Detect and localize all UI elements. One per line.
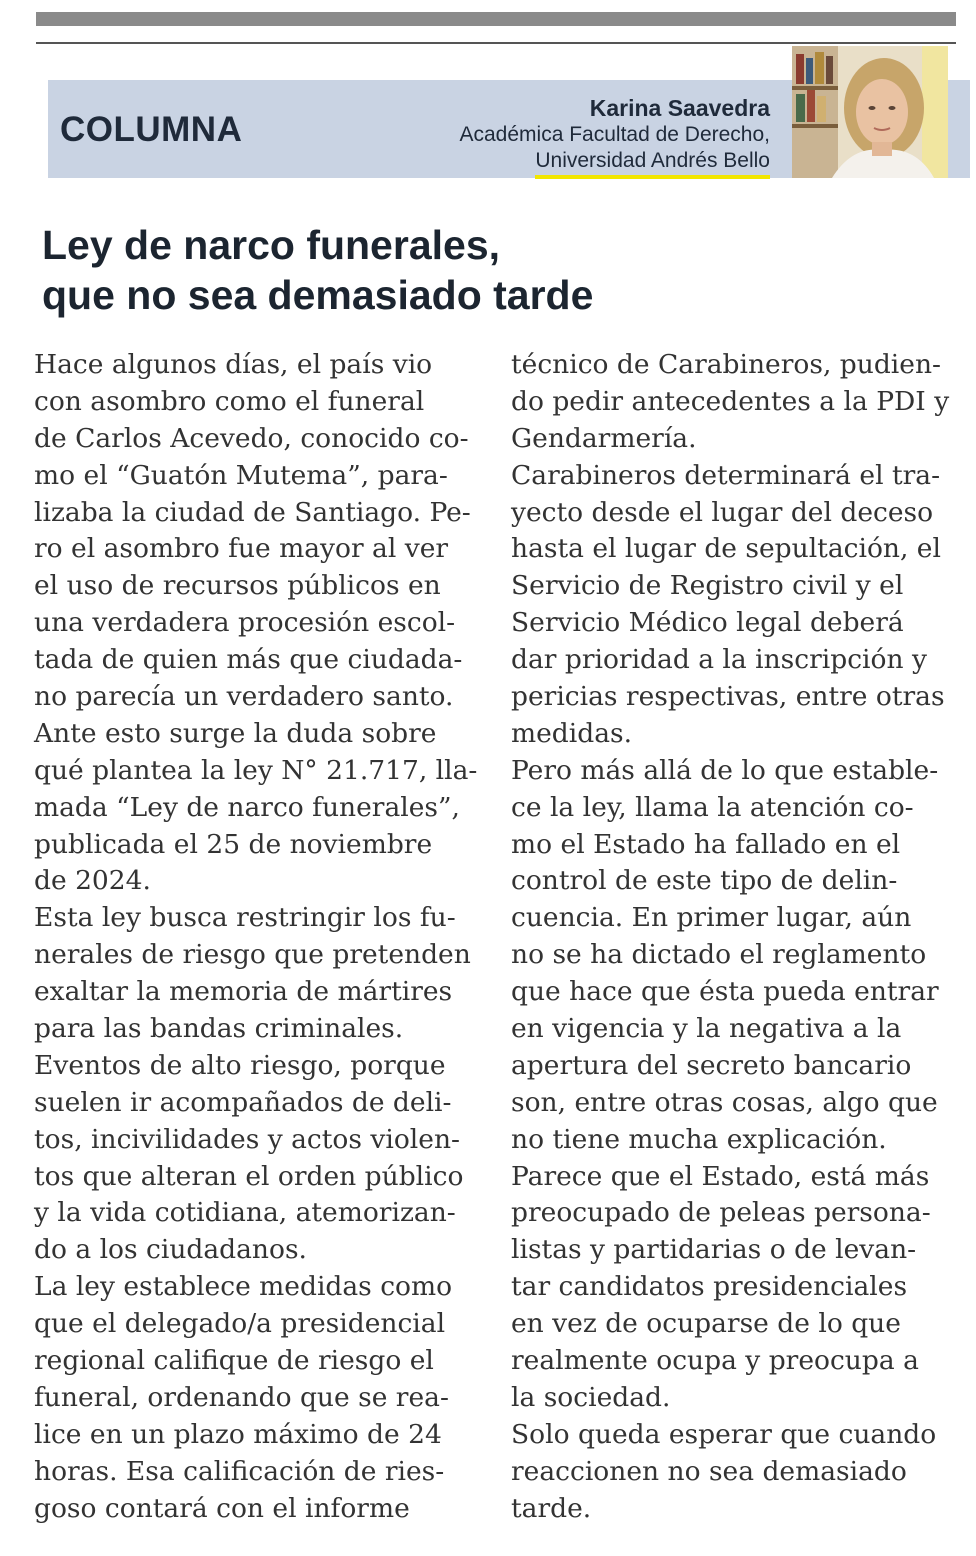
body-line: reaccionen no sea demasiado: [511, 1455, 907, 1487]
body-line: qué plantea la ley N° 21.717, lla-: [34, 754, 478, 786]
body-line: nerales de riesgo que pretenden: [34, 939, 471, 971]
body-line: tos que alteran el orden público: [34, 1160, 464, 1192]
section-label: COLUMNA: [60, 110, 243, 149]
body-column-right: [511, 347, 956, 1528]
body-line: son, entre otras cosas, algo que: [511, 1086, 938, 1118]
body-line: para las bandas criminales.: [34, 1013, 404, 1045]
body-line: yecto desde el lugar del deceso: [511, 496, 934, 528]
body-line: listas y partidarias o de levan-: [511, 1234, 917, 1266]
body-line: la sociedad.: [511, 1381, 671, 1413]
body-line: de Carlos Acevedo, conocido co-: [34, 422, 469, 454]
body-line: Servicio de Registro civil y el: [511, 570, 904, 602]
body-line: Carabineros determinará el tra-: [511, 459, 941, 491]
body-line: tar candidatos presidenciales: [511, 1271, 908, 1303]
body-line: con asombro como el funeral: [34, 385, 425, 417]
body-line: Parece que el Estado, está más: [511, 1160, 930, 1192]
author-role: Académica Facultad de Derecho,: [459, 123, 770, 146]
body-line: el uso de recursos públicos en: [34, 570, 441, 602]
author-name: Karina Saavedra: [589, 95, 770, 121]
body-line: Hace algunos días, el país vio: [34, 349, 433, 380]
body-line: Pero más allá de lo que estable-: [511, 754, 939, 786]
body-line: funeral, ordenando que se rea-: [34, 1381, 449, 1413]
body-line: tarde.: [511, 1492, 592, 1524]
body-line: una verdadera procesión escol-: [34, 607, 456, 639]
body-line: dar prioridad a la inscripción y: [511, 644, 927, 676]
body-line: mo el “Guatón Mutema”, para-: [34, 459, 448, 491]
body-line: y la vida cotidiana, atemorizan-: [34, 1197, 456, 1229]
body-line: do a los ciudadanos.: [34, 1234, 307, 1266]
body-line: realmente ocupa y preocupa a: [511, 1345, 919, 1377]
author-photo: [792, 46, 948, 178]
body-line: horas. Esa calificación de ries-: [34, 1455, 445, 1487]
body-line: suelen ir acompañados de deli-: [34, 1086, 452, 1118]
body-line: que el delegado/a presidencial: [34, 1308, 446, 1340]
body-line: Esta ley busca restringir los fu-: [34, 902, 456, 934]
body-line: en vigencia y la negativa a la: [511, 1013, 902, 1045]
body-line: de 2024.: [34, 865, 151, 897]
body-line: pericias respectivas, entre otras: [511, 681, 945, 713]
headline-line-2: que no sea demasiado tarde: [42, 272, 594, 318]
body-line: no tiene mucha explicación.: [511, 1123, 887, 1155]
body-line: que hace que ésta pueda entrar: [511, 976, 939, 1008]
body-line: ce la ley, llama la atención co-: [511, 791, 914, 823]
body-line: control de este tipo de delin-: [511, 865, 898, 897]
headline: [42, 220, 922, 320]
body-line: tos, incivilidades y actos violen-: [34, 1123, 460, 1155]
body-line: do pedir antecedentes a la PDI y: [511, 385, 950, 417]
body-line: La ley establece medidas como: [34, 1271, 453, 1303]
body-line: cuencia. En primer lugar, aún: [511, 902, 912, 934]
body-line: técnico de Carabineros, pudien-: [511, 349, 941, 380]
body-line: preocupado de peleas persona-: [511, 1197, 931, 1229]
body-line: regional califique de riesgo el: [34, 1345, 434, 1377]
headline-line-1: Ley de narco funerales,: [42, 222, 501, 268]
body-line: mo el Estado ha fallado en el: [511, 828, 901, 860]
author-block: [460, 94, 771, 179]
body-column-left: [34, 347, 484, 1528]
body-line: lice en un plazo máximo de 24: [34, 1418, 442, 1450]
body-line: no parecía un verdadero santo.: [34, 681, 454, 713]
body-line: lizaba la ciudad de Santiago. Pe-: [34, 496, 471, 528]
body-line: en vez de ocuparse de lo que: [511, 1308, 901, 1340]
body-line: mada “Ley de narco funerales”,: [34, 791, 460, 823]
body-line: ro el asombro fue mayor al ver: [34, 533, 449, 565]
body-line: hasta el lugar de sepultación, el: [511, 533, 941, 565]
body-line: Servicio Médico legal deberá: [511, 607, 904, 639]
author-university: Universidad Andrés Bello: [535, 148, 770, 179]
body-line: Eventos de alto riesgo, porque: [34, 1049, 446, 1081]
body-line: Ante esto surge la duda sobre: [34, 717, 437, 749]
body-line: no se ha dictado el reglamento: [511, 939, 927, 971]
body-line: Solo queda esperar que cuando: [511, 1418, 937, 1450]
body-line: apertura del secreto bancario: [511, 1049, 912, 1081]
body-line: Gendarmería.: [511, 422, 697, 454]
body-line: tada de quien más que ciudada-: [34, 644, 463, 676]
top-thin-rule: [36, 42, 956, 44]
body-line: goso contará con el informe: [34, 1492, 410, 1524]
body-line: medidas.: [511, 717, 633, 749]
body-line: publicada el 25 de noviembre: [34, 828, 433, 860]
body-line: exaltar la memoria de mártires: [34, 976, 453, 1008]
top-rule-bar: [36, 12, 956, 26]
